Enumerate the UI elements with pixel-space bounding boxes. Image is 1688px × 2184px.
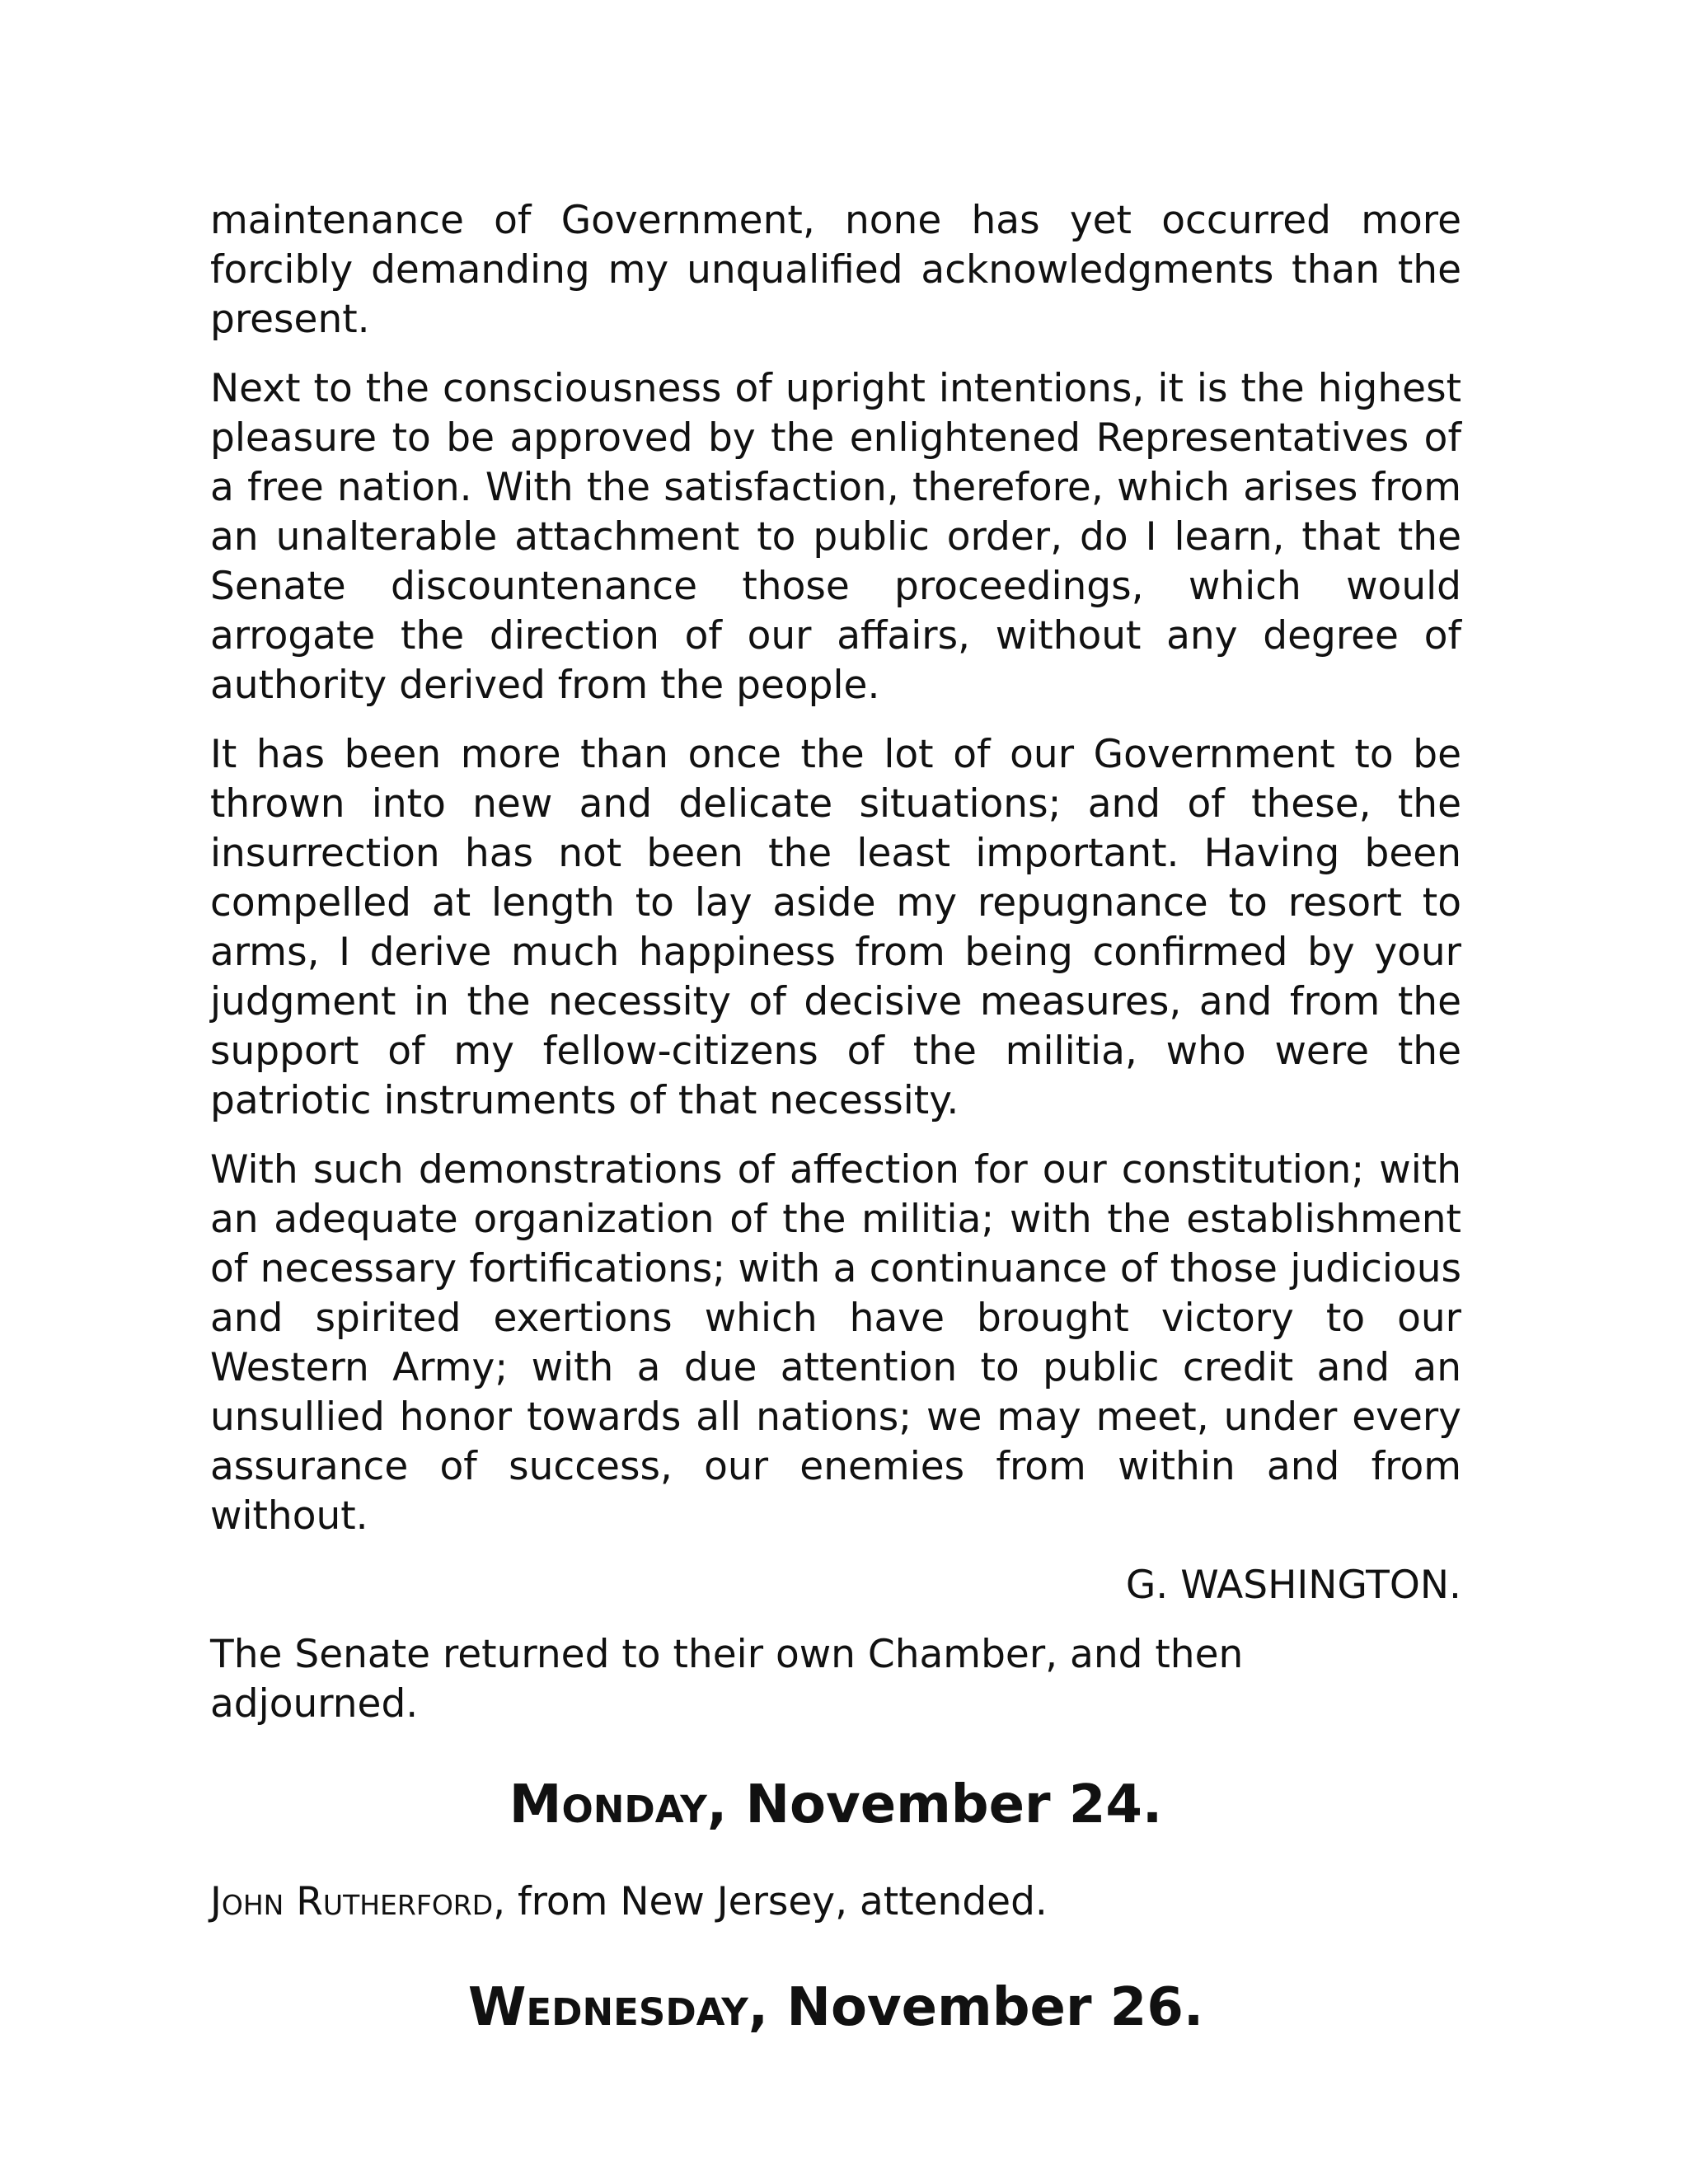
attendance-note [210,1877,1461,1927]
paragraph-3: It has been more than once the lot of our Government to be thrown into new and delicate situations; and of these, the insurrection has not been the least important. Having been compelled at length to lay aside my repugnance to resort to arms, I derive much happiness from being confirmed by your judgment in the necessity of decisive measures, and from the support of my fellow-citizens of the militia, who were the patriotic instruments of that necessity. [210,732,1461,1123]
attendance-text: , from New Jersey, attended. [493,1879,1048,1924]
paragraph-1: maintenance of Government, none has yet occurred more forcibly demanding my unqualified acknowledgments than the present. [210,198,1461,342]
paragraph-2: Next to the consciousness of upright intentions, it is the highest pleasure to be approved by the enlightened Representatives of a free nation. With the satisfaction, therefore, which arises from an unalterable attachment to public order, do I learn, that the Senate discountenance those proceedings, which would arrogate the direction of our affairs, without any degree of authority derived from the people. [210,366,1461,708]
signature: G. WASHINGTON. [1125,1563,1461,1608]
heading-day: Wednesday [467,1977,748,2038]
heading-date: , November 26. [748,1977,1204,2038]
senator-name: John Rutherford [210,1879,494,1924]
heading-day: Monday [509,1774,707,1835]
document-page [210,196,1461,2041]
date-heading-monday [210,1772,1461,1838]
date-heading-wednesday [210,1975,1461,2041]
heading-date: , November 24. [706,1774,1163,1835]
adjourn-note: The Senate returned to their own Chamber, and then adjourned. [210,1632,1244,1727]
paragraph-4: With such demonstrations of affection for our constitution; with an adequate organization of the militia; with the establishment of necessary fortifications; with a continuance of those judicious and spirited exertions which have brought victory to our Western Army; with a due attention to public credit and an unsullied honor towards all nations; we may meet, under every assurance of success, our enemies from within and from without. [210,1147,1461,1539]
